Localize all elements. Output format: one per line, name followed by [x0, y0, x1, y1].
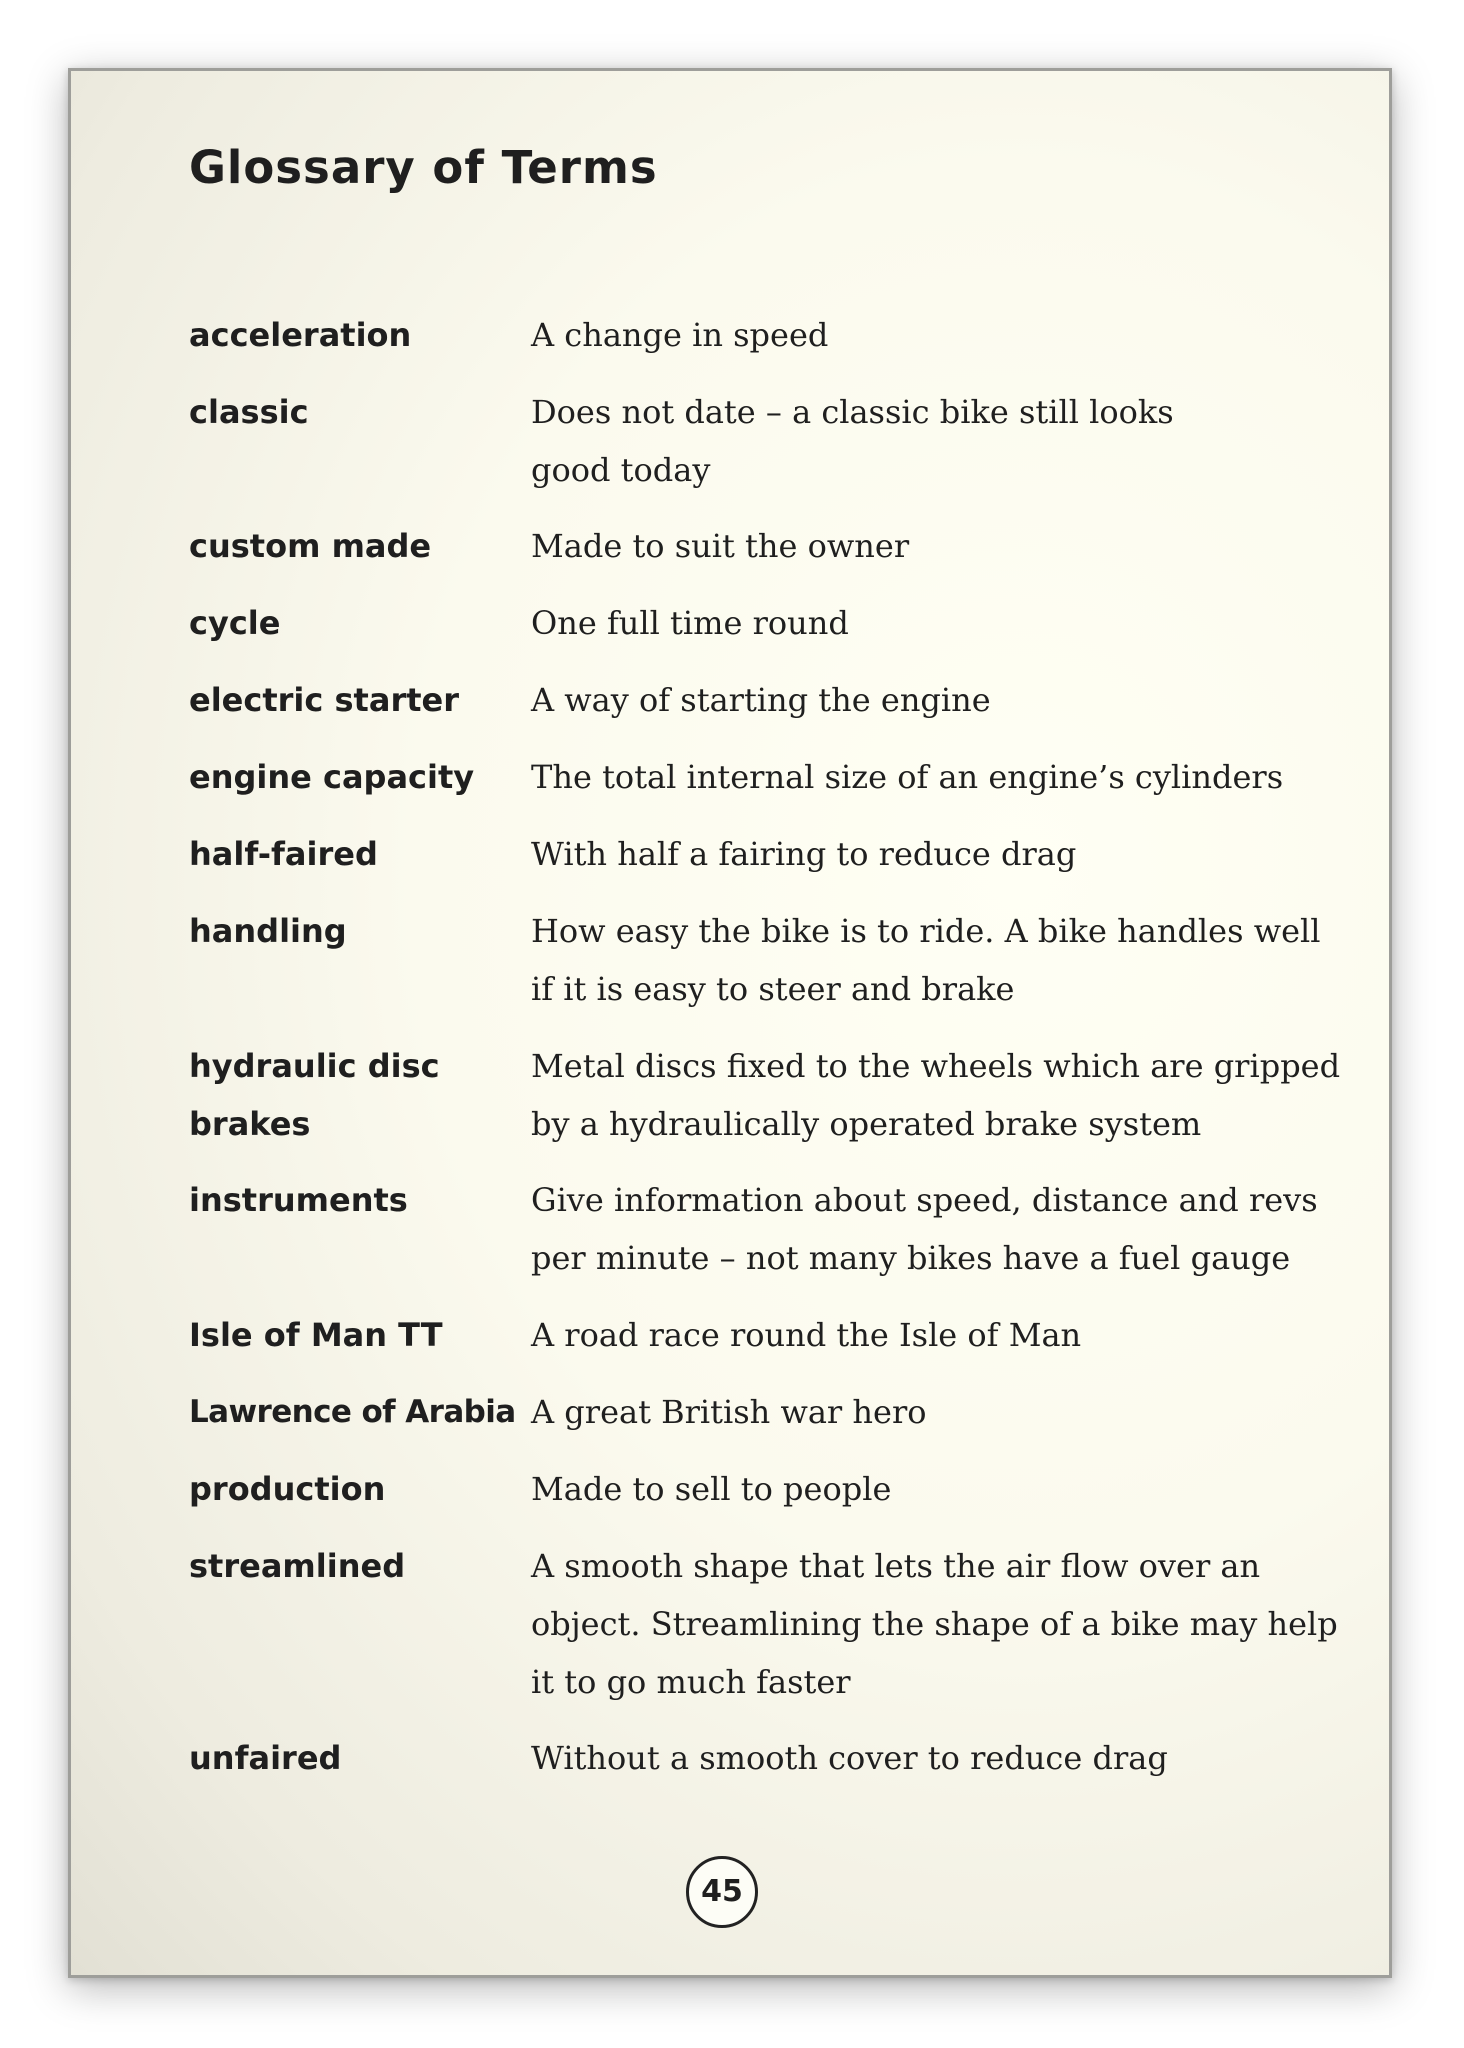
glossary-definition: Made to sell to people: [531, 1470, 892, 1508]
glossary-term: streamlined: [189, 1547, 406, 1585]
glossary-term: instruments: [189, 1181, 408, 1219]
glossary-term: acceleration: [189, 316, 412, 354]
glossary-term: Isle of Man TT: [189, 1316, 443, 1354]
glossary-definition: One full time round: [531, 604, 849, 642]
glossary-definition: Does not date – a classic bike still looks good today: [531, 393, 1174, 489]
glossary-term: electric starter: [189, 681, 459, 719]
glossary-term: classic: [189, 393, 309, 431]
book-page: [68, 68, 1392, 1978]
glossary-term: production: [189, 1470, 386, 1508]
glossary-definition: A great British war hero: [531, 1393, 927, 1431]
glossary-definition: Give information about speed, distance and revs per minute – not many bikes have a fuel gauge: [531, 1181, 1318, 1277]
glossary-definition: A change in speed: [531, 316, 829, 354]
glossary-definition: A smooth shape that lets the air flow over an object. Streamlining the shape of a bike may help it to go much faster: [531, 1547, 1338, 1701]
glossary-term: unfaired: [189, 1739, 342, 1777]
glossary-definition: How easy the bike is to ride. A bike handles well if it is easy to steer and brake: [531, 912, 1321, 1008]
glossary-term: engine capacity: [189, 758, 475, 796]
glossary-definition: With half a fairing to reduce drag: [531, 835, 1077, 873]
page-title: Glossary of Terms: [189, 141, 658, 194]
glossary-term: hydraulic disc brakes: [189, 1047, 440, 1143]
glossary-definition: Made to suit the owner: [531, 527, 910, 565]
glossary-term: Lawrence of Arabia: [189, 1394, 516, 1430]
glossary-definition: The total internal size of an engine’s cylinders: [531, 758, 1284, 796]
glossary-definition: Metal discs fixed to the wheels which are gripped by a hydraulically operated brake system: [531, 1047, 1341, 1143]
glossary-definition: A road race round the Isle of Man: [531, 1316, 1082, 1354]
glossary-term: handling: [189, 912, 347, 950]
glossary-term: half-faired: [189, 835, 378, 873]
glossary-definition: A way of starting the engine: [531, 681, 991, 719]
glossary-definition: Without a smooth cover to reduce drag: [531, 1739, 1168, 1777]
page-number-badge: 45: [686, 1856, 758, 1928]
glossary-term: cycle: [189, 604, 281, 642]
glossary-term: custom made: [189, 527, 432, 565]
